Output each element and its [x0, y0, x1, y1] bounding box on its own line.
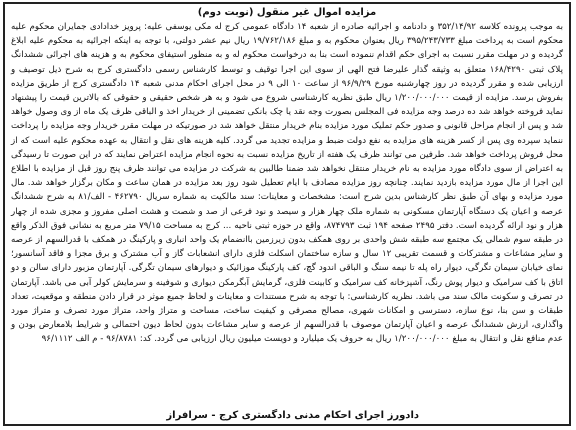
- auction-notice: [3, 2, 571, 426]
- notice-body: به موجب پرونده کلاسه ۳۵۲/۱۴/۹۲ و دادنامه و اجرائیه صادره از شعبه ۱۴ دادگاه عمومی کرج له مکی یوسفی علیه: پرویز خدادادی جمایران محکوم علیه محکوم است به پرداخت مبلغ ۳۹۵/۲۴۳/۷۳۳ ریال بعنوان محکوم به و مبلغ ۱۹/۷۶۲/۱۸۶ ریال نیم عشر دولتی، با توجه به اینکه اجرائیه به محکوم علیه ابلاغ گردیده و در مهلت مقرر نسبت به اجرای حکم اقدام ننموده است بنا به درخواست محکوم له و به منظور استیفای محکوم به و هزینه های اجرائی ششدانگ پلاک ثبتی ۱۶۸/۴۲۹۰ متعلق به وثیقه گذار علیرضا فتح الهی از سوی این اجرا توقیف و توسط کارشناس رسمی دادگستری کرج به شرح ذیل توصیف و ارزیابی شده و مقرر گردیده در روز چهارشنبه مورخ ۹۶/۹/۲۹ از ساعت ۱۰ الی ۹ در محل اجرای احکام مدنی شعبه ۱۴ دادگستری کرج از طریق مزایده بفروش برسد. مزایده از قیمت ۱/۲۰۰/۰۰۰/۰۰۰ ریال طبق نظریه کارشناسی شروع می شود و به هر شخص حقیقی و حقوقی که بالاترین قیمت را پیشنهاد نماید فروخته خواهد شد ده درصد وجه مزایده فی المجلس بصورت وجه نقد یا چک بانکی تضمینی از خریدار اخذ و الباقی ظرف یک ماه از وی وصول خواهد شد و پس از انجام مراحل قانونی و صدور حکم تملیک مورد مزایده بنام خریدار منتقل خواهد شد در صورتیکه در مهلت مقرر خریدار وجه مزایده را پرداخت ننماید سپرده وی پس از کسر هزینه های مزایده به نفع دولت ضبط و مزایده تجدید می گردد. کلیه هزینه های نقل و انتقال به عهده محکوم علیه است که از محل فروش پرداخت خواهد شد. طرفین می توانند ظرف یک هفته از تاریخ مزایده نسبت به نحوه انجام مزایده اعتراض نمایند که در این صورت تا رسیدگی به اعتراض از سوی دادگاه مورد مزایده به نام خریدار منتقل نخواهد شد ضمنا طالبین به شرکت در مزایده می توانند ظرف پنج روز قبل از مزایده با اطلاع این اجرا از مال مورد مزایده بازدید نمایند. چنانچه روز مزایده مصادف با ایام تعطیل شود روز بعد مزایده در همان ساعت و مکان برگزار خواهد شد. مال مورد مزایده و بهای آن طبق نظر کارشناس بدین شرح است: مشخصات و معاینات: سند مالکیت به شماره سریال ۴۶۲۷۹۰ - الف/۸۱ به شرح ششدانگ عرصه و اعیان یک دستگاه آپارتمان مسکونی به شماره ملک چهار هزار و سیصد و نود فرعی از صد و شصت و هشت اصلی مفروز و مجزی شده از چهار هزار و نود ارائه گردیده است. دفتر ۲۴۹۵ صفحه ۱۹۴ ثبت ۸۷۴۷۹۳، واقع در حوزه ثبتی ناحیه ... کرج به مساحت ۷۹/۱۵ متر مربع به نشانی فوق الذکر واقع در طبقه سوم شمالی یک مجتمع سه طبقه شش واحدی بر روی همکف بدون زیرزمین باانضمام یک واحد انباری و پارکینگ در همکف با قدرالسهم از عرصه و سایر مشاعات و مشترکات و قسمت تقریبی ۱۲ سال و سازه ساختمان اسکلت فلزی دارای انشعابات گاز و آب مشترک و برق مجزا و فاقد آسانسور؛ نمای خیابان سیمان تگرگی، دیوار راه پله تا نیمه سنگ و الباقی اندود گچ، کف پارکینگ موزائیک و دیوارهای سیمان تگرگی. آپارتمان مزبور دارای سالن و دو اتاق با کف سرامیک و دیوار پوش رنگ، آشپزخانه کف سرامیک و کابینت فلزی، گرمایش آبگرمکن دیواری و شوفینه و سرمایش کولر آبی می باشد. آپارتمان در تصرف و سکونت مالک سند می باشد. نظریه کارشناسی: با توجه به شرح مستندات و معاینات و لحاظ جمیع موثر در قرار دادن منطقه و موقعیت، تعداد طبقات و سن بنا، نوع سازه، دسترسی و امکانات شهری، مصالح مصرفی و کیفیت ساخت، مساحت و متراژ واحد، متراژ مورد تصرف و متراژ مورد واگذاری، ارزش ششدانگ عرصه و اعیان آپارتمان موصوف با قدرالسهم از عرصه و سایر مشاعات بدون لحاظ دیون احتمالی و شرایط بلامعارض بودن و عدم منافع نقل و انتقال به مبلغ ۱/۲۰۰/۰۰۰/۰۰۰ ریال به حروف یک میلیارد و دویست میلیون ریال ارزیابی می گردد. کد: ۹۶/۸۷۸۱ - م الف ۹۶/۱۱۱۲: [11, 22, 564, 345]
- notice-title: مزایده اموال غیر منقول (نوبت دوم): [197, 7, 377, 18]
- notice-signature: دادورز اجرای احکام مدنی دادگستری کرج - سرافراز: [166, 410, 419, 421]
